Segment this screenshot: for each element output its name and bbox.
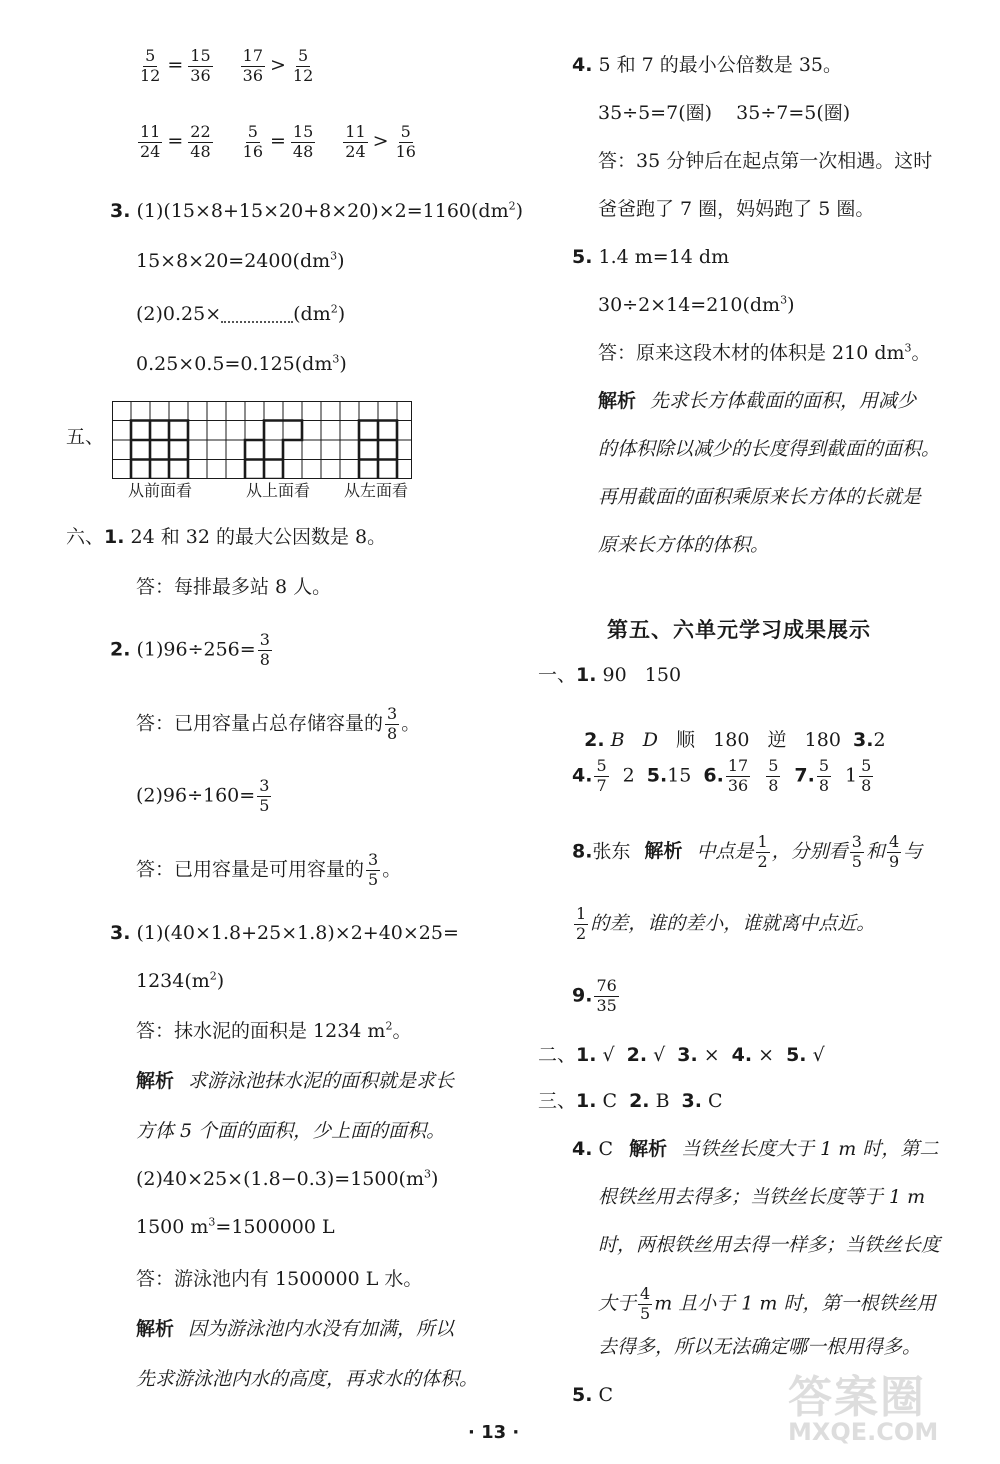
r-q4-line-1: 4. 5 和 7 的最小公倍数是 35。 [572, 54, 843, 76]
section-wu-label: 五、 [66, 426, 105, 448]
s3-4-line-3: 时，两根铁丝用去得一样多；当铁丝长度 [598, 1234, 941, 1256]
r-q5-analysis-4: 原来长方体的体积。 [598, 534, 770, 556]
q6-3-analysis-4: 先求游泳池内水的高度，再求水的体积。 [136, 1368, 479, 1390]
s1-line-3: 4. $\frac{5}{7}$ 2 5.15 6. $\frac{17}{36}$ $\frac{5}{8}$ 7. $\frac{5}{8}$ 1 $\frac{5}{8}$ [572, 756, 872, 795]
top-view-shape [245, 421, 302, 480]
q6-3-line-2: $1234(m^2)$ [136, 969, 225, 992]
left-view-shape [359, 421, 397, 480]
fraction-row-2: $\frac{11}{24}$ = $\frac{22}{48}$ $\frac{5}{16}$ = $\frac{15}{48}$ $\frac{11}{24}$ > $\frac{5}{16}$ [140, 122, 416, 161]
smudge-mark [221, 307, 293, 323]
q6-3-analysis-3: 解析 因为游泳池内水没有加满，所以 [136, 1318, 455, 1340]
s3-4-line-4: 大于 $\frac{4}{5}$ m 且小于 1 m 时，第一根铁丝用 [598, 1284, 936, 1323]
r-q5-analysis-2: 的体积除以减少的长度得到截面的面积。 [598, 438, 941, 460]
s1-line-6: 9. $\frac{76}{35}$ [572, 976, 617, 1015]
s1-line-4: 8.张东 解析 中点是 $\frac{1}{2}$ ，分别看 $\frac{3}{5}$ 和 $\frac{4}{9}$ 与 [572, 832, 923, 871]
r-q4-answer-2: 爸爸跑了 7 圈，妈妈跑了 5 圈。 [598, 198, 875, 220]
q3-line-3: $(2)0.25\times (dm^2)$ [136, 302, 346, 325]
front-view-shape [131, 421, 188, 480]
q6-3-line-3: $(2)40\times 25\times(1.8-0.3)=1500(m^3)$ [136, 1167, 439, 1190]
watermark-logo: 答案圈 MXQE.COM [788, 1372, 939, 1446]
page-number: · 13 · [468, 1422, 520, 1443]
q3-line-1: 3. $(1)(15\times 8+15\times 20+8\times 20)\times 2=1160(dm^2)$ [110, 199, 524, 222]
s1-line-1: 一、1. 90 150 [538, 664, 682, 686]
fraction-row-1: $\frac{5}{12}$ = $\frac{15}{36}$ $\frac{17}{36}$ > $\frac{5}{12}$ [140, 46, 314, 85]
s3-4-line-1: 4. C 解析 当铁丝长度大于 1 m 时，第二 [572, 1138, 939, 1160]
r-q5-analysis-3: 再用截面的面积乘原来长方体的长就是 [598, 486, 922, 508]
q6-2-line-1: 2. (1)96÷256= $\frac{3}{8}$ [110, 630, 270, 669]
r-q4-line-2: 35÷5=7(圈) 35÷7=5(圈) [598, 102, 851, 124]
q6-2-line-2: (2)96÷160= $\frac{3}{5}$ [136, 776, 270, 815]
r-q5-analysis-1: 解析 先求长方体截面的面积，用减少 [598, 390, 917, 412]
grid-label-left: 从左面看 [344, 481, 409, 500]
s3-4-line-2: 根铁丝用去得多；当铁丝长度等于 1 m [598, 1186, 926, 1208]
r-q5-line-1: 5. 1.4 m=14 dm [572, 246, 730, 268]
q6-1-line: 六、1. 24 和 32 的最大公因数是 8。 [66, 526, 387, 548]
s3-line: 三、1. C 2. B 3. C [538, 1090, 723, 1112]
q6-3-line-4: 1500 $m^3=1500000$ L [136, 1215, 335, 1238]
q3-line-4: $0.25\times 0.5=0.125(dm^3)$ [136, 352, 347, 375]
q6-3-analysis-1: 解析 求游泳池抹水泥的面积就是求长 [136, 1070, 455, 1092]
q3-line-2: $15\times 8\times 20=2400(dm^3)$ [136, 249, 345, 272]
grid-label-front: 从前面看 [128, 481, 193, 500]
q6-3-line-1: 3. (1)(40×1.8+25×1.8)×2+40×25= [110, 922, 459, 944]
r-q5-answer: 答：原来这段木材的体积是 210 $dm^3$。 [598, 341, 931, 364]
q6-2-answer-2: 答：已用容量是可用容量的 $\frac{3}{5}$ 。 [136, 850, 402, 889]
s1-line-2: 2. B D 顺 180 逆 180 3.2 [584, 729, 886, 751]
r-q4-answer-1: 答：35 分钟后在起点第一次相遇。这时 [598, 150, 933, 172]
s3-4-line-5: 去得多，所以无法确定哪一根用得多。 [598, 1336, 922, 1358]
view-grids [112, 401, 412, 479]
q6-3-answer-1: 答：抹水泥的面积是 1234 $m^2$。 [136, 1019, 412, 1042]
q6-3-answer-2: 答：游泳池内有 1500000 L 水。 [136, 1268, 423, 1290]
s2-line: 二、1. √ 2. √ 3. × 4. × 5. √ [538, 1044, 825, 1066]
grid-label-top: 从上面看 [246, 481, 311, 500]
s1-line-5: $\frac{1}{2}$ 的差，谁的差小，谁就离中点近。 [576, 904, 876, 943]
q6-2-answer-1: 答：已用容量占总存储容量的 $\frac{3}{8}$ 。 [136, 704, 421, 743]
q6-3-analysis-2: 方体 5 个面的面积，少上面的面积。 [136, 1120, 446, 1142]
q6-1-answer: 答：每排最多站 8 人。 [136, 576, 332, 598]
r-q5-line-2: $30\div 2\times 14=210(dm^3)$ [598, 293, 795, 316]
section-heading: 第五、六单元学习成果展示 [607, 618, 871, 642]
s3-5-line: 5. C [572, 1384, 614, 1406]
